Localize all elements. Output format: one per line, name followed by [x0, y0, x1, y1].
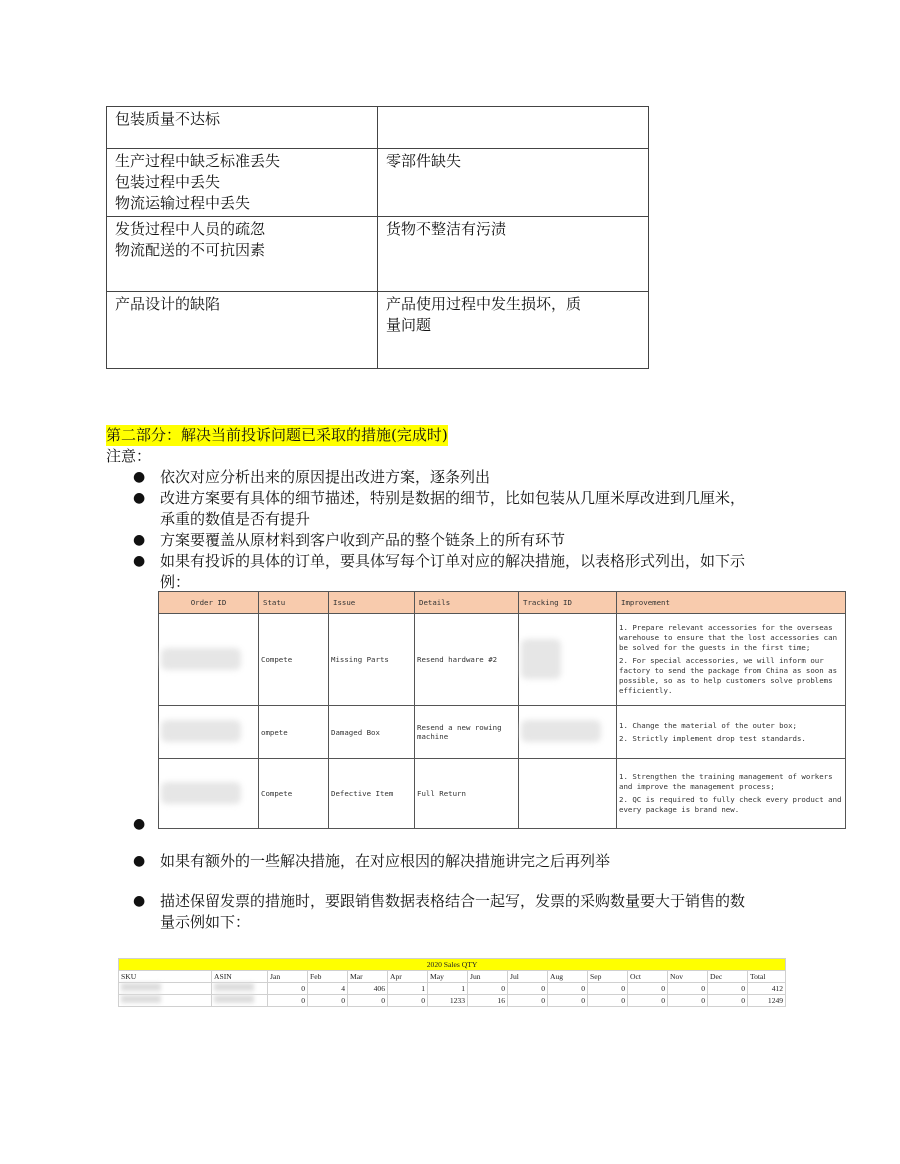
cause-row [107, 217, 649, 292]
redacted-order-id [161, 648, 241, 670]
tracking-cell [519, 759, 617, 829]
col-header: May [428, 971, 468, 983]
symptom-text: 零部件缺失 [386, 152, 462, 170]
improvement-text: 1. Strengthen the training management of workers and improve the management process; [619, 772, 833, 791]
col-header: Total [748, 971, 786, 983]
symptom-cell [378, 149, 649, 217]
sales-row [119, 995, 786, 1007]
qty-cell: 0 [508, 995, 548, 1007]
qty-cell: 0 [708, 995, 748, 1007]
symptom-cell [378, 107, 649, 149]
redacted-sku [121, 995, 161, 1003]
tracking-cell [519, 706, 617, 759]
symptom-text: 货物不整洁有污渍 [386, 220, 507, 238]
improvement-text: 2. QC is required to fully check every product and every package is brand new. [619, 795, 842, 814]
bullet-text: 如果有额外的一些解决措施，在对应根因的解决措施讲完之后再列举 [160, 852, 611, 870]
col-header: SKU [119, 971, 212, 983]
symptom-text: 量问题 [386, 316, 432, 334]
qty-cell: 0 [348, 995, 388, 1007]
sku-cell [119, 995, 212, 1007]
bullet-text: 改进方案要有具体的细节描述，特别是数据的细节，比如包装从几厘米厚改进到几厘米， [160, 489, 746, 507]
col-header: Improvement [617, 592, 846, 614]
issue-cell: Missing Parts [329, 614, 415, 706]
qty-cell: 0 [268, 983, 308, 995]
redacted-asin [214, 983, 254, 991]
col-header: Dec [708, 971, 748, 983]
col-header: Jan [268, 971, 308, 983]
qty-cell: 406 [348, 983, 388, 995]
sales-title: 2020 Sales QTY [119, 959, 786, 971]
col-header: Oct [628, 971, 668, 983]
cause-row [107, 149, 649, 217]
cause-row [107, 107, 649, 149]
qty-cell: 16 [468, 995, 508, 1007]
bullet-text: 承重的数值是否有提升 [160, 510, 311, 528]
improvement-text: 1. Prepare relevant accessories for the overseas warehouse to ensure that the lost accessories can be solved for the guests in the first time; [619, 623, 838, 652]
qty-cell: 0 [548, 983, 588, 995]
bullet-dot: ● [133, 490, 146, 506]
qty-cell: 0 [388, 995, 428, 1007]
cause-text: 产品设计的缺陷 [115, 295, 221, 313]
details-cell: Resend hardware #2 [415, 614, 519, 706]
col-header: Order ID [159, 592, 259, 614]
qty-cell: 1 [388, 983, 428, 995]
col-header: ASIN [212, 971, 268, 983]
cause-text: 物流运输过程中丢失 [115, 194, 251, 212]
improvement-text: 2. For special accessories, we will inform our factory to send the package from China as soon as possible, so as to help customers solve problems efficiently. [619, 656, 838, 695]
bullet-dot: ● [133, 816, 146, 832]
qty-cell: 0 [628, 983, 668, 995]
bullet-dot: ● [133, 553, 146, 569]
bullet-text: 依次对应分析出来的原因提出改进方案，逐条列出 [160, 468, 491, 486]
cause-text: 生产过程中缺乏标准丢失 [115, 152, 281, 170]
order-id-cell [159, 759, 259, 829]
cause-cell [107, 107, 378, 149]
asin-cell [212, 995, 268, 1007]
sales-row [119, 983, 786, 995]
cause-cell [107, 292, 378, 369]
qty-cell: 0 [668, 983, 708, 995]
cause-text: 包装质量不达标 [115, 110, 221, 128]
cause-cell [107, 217, 378, 292]
redacted-order-id [161, 720, 241, 742]
bullet-text: 描述保留发票的措施时，要跟销售数据表格结合一起写，发票的采购数量要大于销售的数 [160, 892, 746, 910]
sku-cell [119, 983, 212, 995]
symptom-text: 产品使用过程中发生损坏，质 [386, 295, 582, 313]
total-cell: 1249 [748, 995, 786, 1007]
col-header: Details [415, 592, 519, 614]
col-header: Feb [308, 971, 348, 983]
bullet-text: 例： [160, 573, 191, 591]
qty-cell: 0 [548, 995, 588, 1007]
bullet-dot: ● [133, 893, 146, 909]
cause-cell [107, 149, 378, 217]
improvement-text: 2. Strictly implement drop test standards. [619, 733, 806, 743]
col-header: Tracking ID [519, 592, 617, 614]
asin-cell [212, 983, 268, 995]
qty-cell: 1233 [428, 995, 468, 1007]
qty-cell: 0 [708, 983, 748, 995]
qty-cell: 0 [468, 983, 508, 995]
issue-cell: Defective Item [329, 759, 415, 829]
order-row [159, 759, 846, 829]
symptom-cell [378, 292, 649, 369]
status-cell: Compete [259, 614, 329, 706]
details-cell: Full Return [415, 759, 519, 829]
col-header: Statu [259, 592, 329, 614]
col-header: Jul [508, 971, 548, 983]
cause-text: 发货过程中人员的疏忽 [115, 220, 266, 238]
sales-header-row [119, 971, 786, 983]
order-id-cell [159, 706, 259, 759]
bullet-text: 如果有投诉的具体的订单，要具体写每个订单对应的解决措施，以表格形式列出，如下示 [160, 552, 746, 570]
qty-cell: 0 [668, 995, 708, 1007]
cause-text: 物流配送的不可抗因素 [115, 241, 266, 259]
redacted-order-id [161, 782, 241, 804]
bullet-dot: ● [133, 853, 146, 869]
improvement-cell [617, 614, 846, 706]
redacted-asin [214, 995, 254, 1003]
col-header: Jun [468, 971, 508, 983]
bullet-dot: ● [133, 469, 146, 485]
redacted-tracking-id [521, 720, 601, 742]
cause-table [106, 106, 649, 369]
qty-cell: 0 [508, 983, 548, 995]
bullet-dot: ● [133, 532, 146, 548]
cause-row [107, 292, 649, 369]
qty-cell: 0 [588, 995, 628, 1007]
symptom-cell [378, 217, 649, 292]
col-header: Mar [348, 971, 388, 983]
improvement-text: 1. Change the material of the outer box; [619, 720, 797, 730]
redacted-tracking-id [521, 639, 561, 679]
col-header: Aug [548, 971, 588, 983]
cause-text: 包装过程中丢失 [115, 173, 221, 191]
status-cell: Compete [259, 759, 329, 829]
section-title: 第二部分：解决当前投诉问题已采取的措施(完成时) [106, 426, 448, 444]
order-id-cell [159, 614, 259, 706]
note-label: 注意： [106, 447, 152, 465]
col-header: Issue [329, 592, 415, 614]
col-header: Nov [668, 971, 708, 983]
improvement-cell [617, 706, 846, 759]
qty-cell: 0 [268, 995, 308, 1007]
details-cell: Resend a new rowing machine [415, 706, 519, 759]
qty-cell: 4 [308, 983, 348, 995]
status-cell: ompete [259, 706, 329, 759]
col-header: Sep [588, 971, 628, 983]
bullet-text: 方案要覆盖从原材料到客户收到产品的整个链条上的所有环节 [160, 531, 566, 549]
order-row [159, 614, 846, 706]
qty-cell: 0 [628, 995, 668, 1007]
issue-cell: Damaged Box [329, 706, 415, 759]
qty-cell: 1 [428, 983, 468, 995]
qty-cell: 0 [308, 995, 348, 1007]
order-row [159, 706, 846, 759]
total-cell: 412 [748, 983, 786, 995]
tracking-cell [519, 614, 617, 706]
sales-qty-table [118, 958, 785, 1007]
qty-cell: 0 [588, 983, 628, 995]
col-header: Apr [388, 971, 428, 983]
improvement-cell [617, 759, 846, 829]
sample-order-table [158, 591, 845, 829]
redacted-sku [121, 983, 161, 991]
bullet-text: 量示例如下： [160, 913, 251, 931]
order-header-row [159, 592, 846, 614]
